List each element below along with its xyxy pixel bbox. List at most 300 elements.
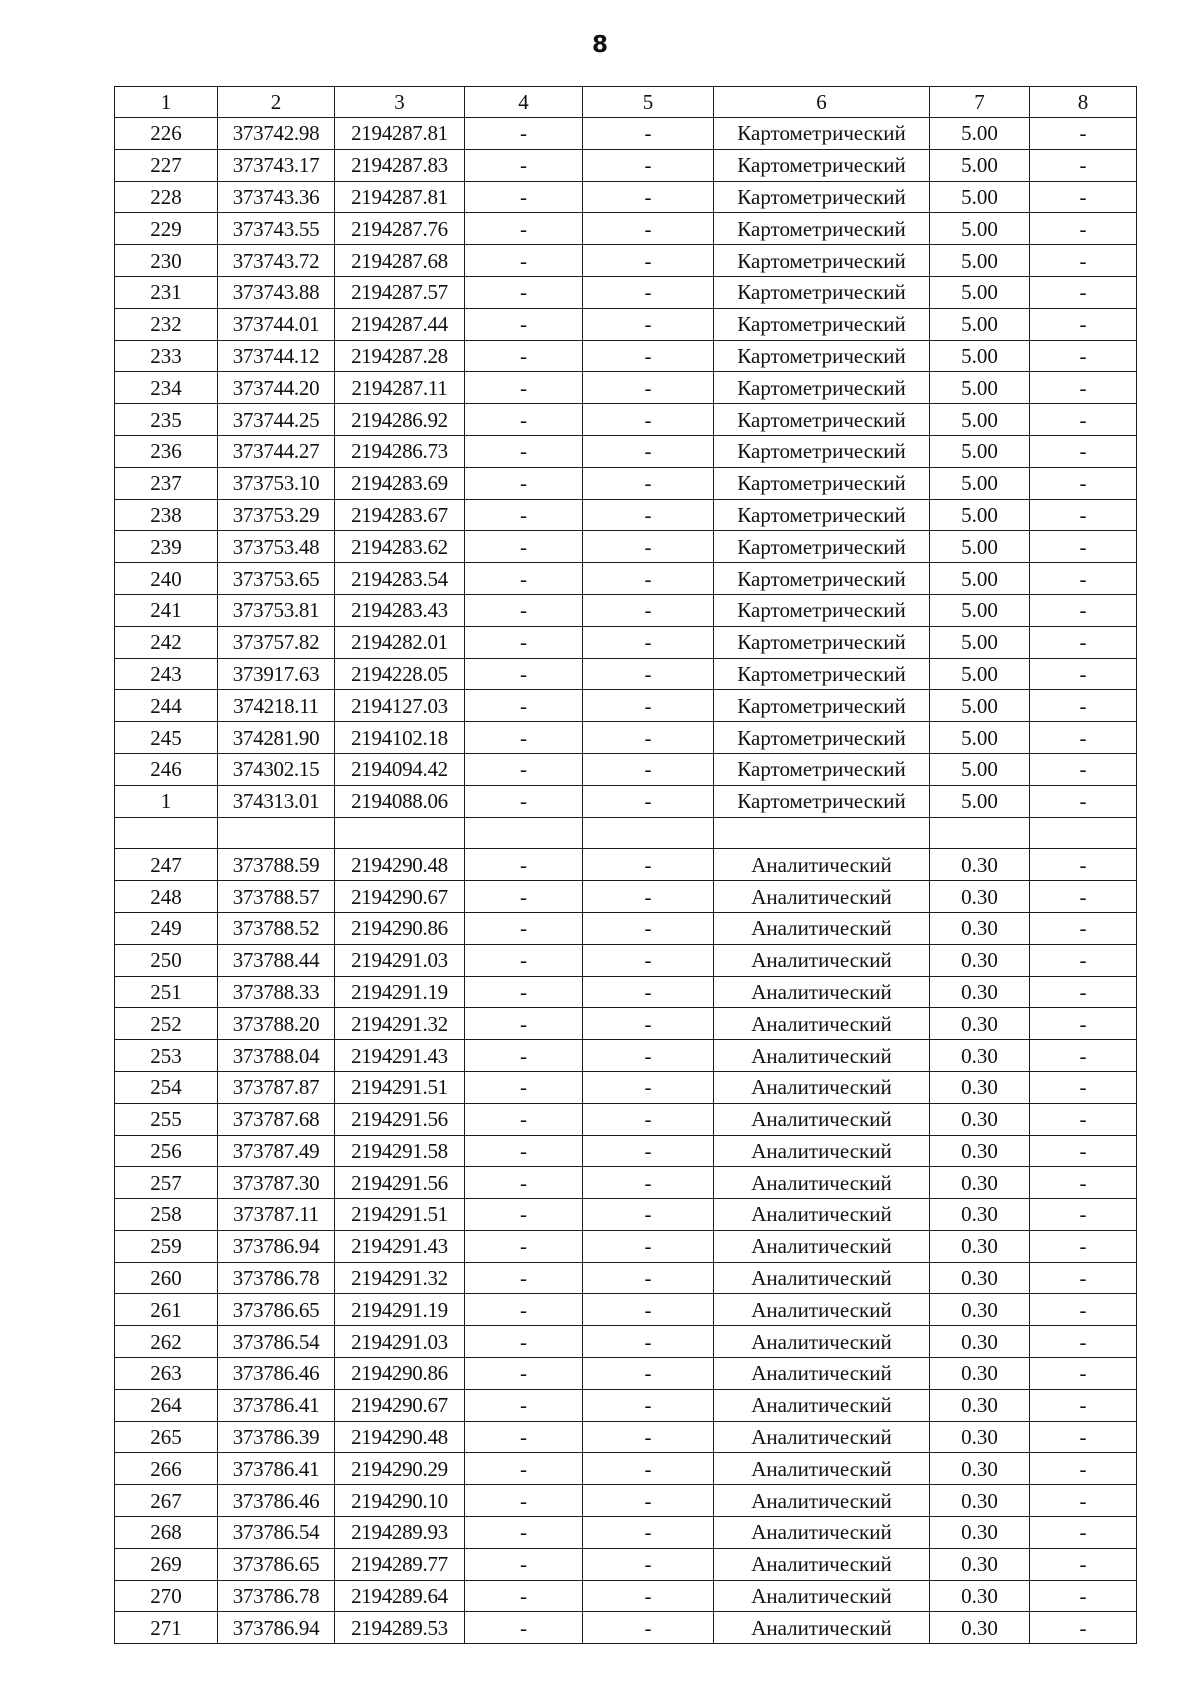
cell-accuracy: 0.30 [930,1358,1030,1390]
cell-coord-y: 2194291.51 [335,1071,465,1103]
cell-point-number: 249 [115,912,218,944]
cell-point-number: 240 [115,563,218,595]
cell-accuracy: 0.30 [930,1135,1030,1167]
cell-coord-x: 373742.98 [218,118,335,150]
cell-method: Аналитический [714,912,930,944]
cell-method: Картометрический [714,563,930,595]
cell-coord-x: 373786.54 [218,1326,335,1358]
cell-col-4: - [465,1294,583,1326]
table-row [115,149,1137,181]
cell-method: Картометрический [714,499,930,531]
cell-col-4: - [465,1485,583,1517]
cell-col-5: - [583,435,714,467]
cell-accuracy: 0.30 [930,1230,1030,1262]
cell-col-8: - [1030,467,1137,499]
cell-col-5: - [583,1008,714,1040]
cell-accuracy: 5.00 [930,753,1030,785]
cell-col-5: - [583,499,714,531]
cell-coord-x: 373744.01 [218,308,335,340]
cell-col-8: - [1030,1103,1137,1135]
cell-method: Аналитический [714,1040,930,1072]
cell-col-5: - [583,881,714,913]
cell-coord-x: 373786.41 [218,1453,335,1485]
cell-method: Картометрический [714,404,930,436]
cell-col-8: - [1030,404,1137,436]
cell-accuracy: 5.00 [930,690,1030,722]
cell-col-4: - [465,467,583,499]
cell-coord-y: 2194290.10 [335,1485,465,1517]
cell-col-5: - [583,1485,714,1517]
cell-method: Картометрический [714,467,930,499]
cell-col-4: - [465,1548,583,1580]
table-row [115,1230,1137,1262]
table-row [115,1326,1137,1358]
cell-point-number: 262 [115,1326,218,1358]
cell-coord-y: 2194290.86 [335,912,465,944]
cell-method: Аналитический [714,1199,930,1231]
cell-col-5: - [583,149,714,181]
cell-coord-y: 2194289.64 [335,1580,465,1612]
cell-accuracy: 5.00 [930,785,1030,817]
cell-col-4: - [465,1167,583,1199]
cell-col-5: - [583,785,714,817]
cell-col-5: - [583,658,714,690]
cell-point-number: 271 [115,1612,218,1644]
cell-col-4: - [465,340,583,372]
cell-col-4: - [465,276,583,308]
cell-point-number: 246 [115,753,218,785]
cell-col-8: - [1030,1167,1137,1199]
cell-method: Аналитический [714,1071,930,1103]
cell-accuracy: 0.30 [930,976,1030,1008]
cell-col-4: - [465,1199,583,1231]
cell-coord-x: 373787.30 [218,1167,335,1199]
cell-col-5: - [583,276,714,308]
cell-col-4: - [465,594,583,626]
cell-col-5: - [583,1580,714,1612]
cell-point-number: 234 [115,372,218,404]
cell-coord-x: 373743.55 [218,213,335,245]
cell-method: Аналитический [714,1167,930,1199]
cell-coord-x: 374218.11 [218,690,335,722]
cell-coord-y: 2194291.56 [335,1103,465,1135]
column-header-1: 1 [115,87,218,118]
cell-coord-y: 2194287.11 [335,372,465,404]
cell-col-4: - [465,849,583,881]
cell-coord-y [335,817,465,849]
table-row [115,1167,1137,1199]
cell-point-number: 232 [115,308,218,340]
cell-coord-y: 2194291.43 [335,1040,465,1072]
cell-method: Аналитический [714,1326,930,1358]
cell-col-8: - [1030,1326,1137,1358]
cell-col-8: - [1030,785,1137,817]
table-row [115,1199,1137,1231]
cell-accuracy: 5.00 [930,404,1030,436]
cell-col-8: - [1030,1358,1137,1390]
cell-coord-y: 2194290.29 [335,1453,465,1485]
cell-coord-y: 2194102.18 [335,722,465,754]
cell-coord-y: 2194291.32 [335,1262,465,1294]
cell-col-5 [583,817,714,849]
cell-accuracy: 0.30 [930,1167,1030,1199]
cell-col-8: - [1030,944,1137,976]
cell-col-4: - [465,1071,583,1103]
cell-method: Картометрический [714,722,930,754]
cell-accuracy: 5.00 [930,626,1030,658]
cell-col-4: - [465,435,583,467]
cell-point-number [115,817,218,849]
cell-point-number: 244 [115,690,218,722]
cell-col-4: - [465,1421,583,1453]
cell-accuracy [930,817,1030,849]
cell-col-8: - [1030,753,1137,785]
cell-col-8: - [1030,1517,1137,1549]
cell-method: Картометрический [714,276,930,308]
table-row [115,372,1137,404]
cell-col-4: - [465,308,583,340]
cell-point-number: 257 [115,1167,218,1199]
table-row [115,308,1137,340]
cell-accuracy: 0.30 [930,1199,1030,1231]
cell-point-number: 245 [115,722,218,754]
cell-coord-y: 2194287.57 [335,276,465,308]
cell-coord-y: 2194291.03 [335,944,465,976]
table-row [115,594,1137,626]
cell-col-4: - [465,1262,583,1294]
cell-col-4 [465,817,583,849]
cell-col-4: - [465,626,583,658]
cell-col-5: - [583,563,714,595]
cell-coord-x: 373788.04 [218,1040,335,1072]
cell-col-8: - [1030,594,1137,626]
cell-col-8: - [1030,276,1137,308]
table-row [115,1485,1137,1517]
cell-col-5: - [583,372,714,404]
cell-coord-y: 2194291.51 [335,1199,465,1231]
cell-accuracy: 5.00 [930,308,1030,340]
cell-coord-x: 373757.82 [218,626,335,658]
cell-accuracy: 5.00 [930,372,1030,404]
column-header-7: 7 [930,87,1030,118]
cell-accuracy: 5.00 [930,722,1030,754]
cell-accuracy: 5.00 [930,499,1030,531]
cell-point-number: 233 [115,340,218,372]
cell-col-4: - [465,531,583,563]
cell-accuracy: 0.30 [930,1103,1030,1135]
cell-col-8: - [1030,626,1137,658]
cell-point-number: 254 [115,1071,218,1103]
cell-point-number: 226 [115,118,218,150]
cell-point-number: 269 [115,1548,218,1580]
cell-method: Картометрический [714,785,930,817]
cell-method: Картометрический [714,118,930,150]
cell-col-4: - [465,976,583,1008]
cell-coord-x: 373786.54 [218,1517,335,1549]
cell-point-number: 1 [115,785,218,817]
cell-col-4: - [465,1040,583,1072]
table-row [115,1453,1137,1485]
cell-coord-y: 2194289.93 [335,1517,465,1549]
cell-method: Аналитический [714,1358,930,1390]
cell-col-5: - [583,1453,714,1485]
cell-col-5: - [583,1612,714,1644]
cell-accuracy: 0.30 [930,1326,1030,1358]
cell-coord-y: 2194291.32 [335,1008,465,1040]
cell-coord-x: 373753.10 [218,467,335,499]
cell-point-number: 229 [115,213,218,245]
cell-col-4: - [465,1612,583,1644]
cell-coord-y: 2194088.06 [335,785,465,817]
cell-coord-x: 373788.59 [218,849,335,881]
cell-method: Картометрический [714,753,930,785]
table-row [115,1389,1137,1421]
cell-col-5: - [583,467,714,499]
table-row [115,213,1137,245]
cell-col-5: - [583,1389,714,1421]
cell-point-number: 264 [115,1389,218,1421]
cell-col-8: - [1030,690,1137,722]
cell-col-8: - [1030,340,1137,372]
cell-coord-y: 2194291.19 [335,1294,465,1326]
cell-col-8: - [1030,308,1137,340]
cell-point-number: 261 [115,1294,218,1326]
table-row [115,245,1137,277]
cell-accuracy: 0.30 [930,1008,1030,1040]
cell-method: Картометрический [714,594,930,626]
table-row [115,1008,1137,1040]
cell-coord-x: 373744.27 [218,435,335,467]
cell-col-8: - [1030,658,1137,690]
table-row [115,849,1137,881]
cell-method: Аналитический [714,944,930,976]
cell-coord-x: 373743.36 [218,181,335,213]
table-row [115,912,1137,944]
cell-accuracy: 5.00 [930,213,1030,245]
cell-col-4: - [465,1008,583,1040]
cell-coord-x: 373753.29 [218,499,335,531]
cell-col-4: - [465,1358,583,1390]
cell-method: Картометрический [714,213,930,245]
cell-coord-y: 2194290.67 [335,1389,465,1421]
cell-point-number: 242 [115,626,218,658]
table-row [115,404,1137,436]
cell-accuracy: 0.30 [930,1612,1030,1644]
cell-col-4: - [465,372,583,404]
cell-col-5: - [583,753,714,785]
cell-col-5: - [583,722,714,754]
cell-point-number: 250 [115,944,218,976]
cell-col-4: - [465,1453,583,1485]
cell-col-5: - [583,1230,714,1262]
cell-coord-x: 373786.39 [218,1421,335,1453]
cell-col-5: - [583,245,714,277]
cell-point-number: 237 [115,467,218,499]
cell-col-4: - [465,912,583,944]
cell-coord-x: 373786.94 [218,1612,335,1644]
cell-coord-x: 373786.65 [218,1294,335,1326]
cell-col-4: - [465,690,583,722]
cell-col-4: - [465,944,583,976]
cell-coord-x: 373788.57 [218,881,335,913]
table-row [115,435,1137,467]
cell-col-4: - [465,118,583,150]
cell-coord-y: 2194290.67 [335,881,465,913]
cell-method: Аналитический [714,1517,930,1549]
cell-col-8: - [1030,849,1137,881]
cell-accuracy: 0.30 [930,1294,1030,1326]
cell-col-8: - [1030,1135,1137,1167]
cell-point-number: 238 [115,499,218,531]
cell-coord-y: 2194286.73 [335,435,465,467]
cell-accuracy: 0.30 [930,1262,1030,1294]
cell-accuracy: 5.00 [930,594,1030,626]
cell-method: Аналитический [714,1294,930,1326]
cell-accuracy: 0.30 [930,1485,1030,1517]
table-row [115,690,1137,722]
cell-method: Аналитический [714,881,930,913]
table-row [115,1612,1137,1644]
cell-method: Картометрический [714,245,930,277]
cell-method: Картометрический [714,690,930,722]
cell-col-5: - [583,1294,714,1326]
cell-coord-x: 373787.11 [218,1199,335,1231]
cell-col-4: - [465,1389,583,1421]
cell-col-8: - [1030,722,1137,754]
cell-col-5: - [583,308,714,340]
cell-col-8: - [1030,1389,1137,1421]
cell-coord-x: 373788.20 [218,1008,335,1040]
cell-coord-y: 2194289.53 [335,1612,465,1644]
cell-accuracy: 5.00 [930,658,1030,690]
cell-accuracy: 0.30 [930,1580,1030,1612]
cell-col-5: - [583,1167,714,1199]
cell-coord-y: 2194287.76 [335,213,465,245]
cell-method: Картометрический [714,658,930,690]
cell-col-5: - [583,1326,714,1358]
table-row [115,817,1137,849]
cell-col-5: - [583,1358,714,1390]
cell-col-8: - [1030,1548,1137,1580]
cell-accuracy: 5.00 [930,467,1030,499]
cell-point-number: 251 [115,976,218,1008]
cell-point-number: 241 [115,594,218,626]
column-header-8: 8 [1030,87,1137,118]
cell-point-number: 236 [115,435,218,467]
cell-col-8: - [1030,1230,1137,1262]
cell-coord-y: 2194282.01 [335,626,465,658]
cell-accuracy: 5.00 [930,531,1030,563]
cell-coord-x: 373786.94 [218,1230,335,1262]
cell-coord-x: 373788.52 [218,912,335,944]
cell-col-8: - [1030,118,1137,150]
cell-col-5: - [583,626,714,658]
cell-col-4: - [465,245,583,277]
table-row [115,499,1137,531]
cell-point-number: 263 [115,1358,218,1390]
column-header-2: 2 [218,87,335,118]
cell-coord-x: 373788.33 [218,976,335,1008]
cell-accuracy: 0.30 [930,1040,1030,1072]
table-row [115,118,1137,150]
table-row [115,1262,1137,1294]
cell-point-number: 247 [115,849,218,881]
table-row [115,976,1137,1008]
cell-accuracy: 5.00 [930,181,1030,213]
cell-coord-y: 2194289.77 [335,1548,465,1580]
cell-accuracy: 5.00 [930,276,1030,308]
table-row [115,1103,1137,1135]
cell-accuracy: 0.30 [930,1453,1030,1485]
cell-col-4: - [465,1135,583,1167]
cell-col-4: - [465,404,583,436]
table-row [115,340,1137,372]
cell-col-8: - [1030,372,1137,404]
cell-accuracy: 0.30 [930,1548,1030,1580]
table-row [115,1135,1137,1167]
cell-point-number: 260 [115,1262,218,1294]
cell-coord-y: 2194228.05 [335,658,465,690]
cell-col-5: - [583,1135,714,1167]
cell-method: Картометрический [714,149,930,181]
cell-accuracy: 0.30 [930,944,1030,976]
table-row [115,563,1137,595]
table-row [115,944,1137,976]
cell-col-5: - [583,1262,714,1294]
cell-col-5: - [583,849,714,881]
cell-col-5: - [583,340,714,372]
cell-point-number: 230 [115,245,218,277]
cell-method: Картометрический [714,626,930,658]
cell-coord-x: 373788.44 [218,944,335,976]
cell-coord-x: 373753.65 [218,563,335,595]
cell-coord-y: 2194283.43 [335,594,465,626]
cell-point-number: 235 [115,404,218,436]
cell-col-5: - [583,1103,714,1135]
cell-coord-y: 2194287.68 [335,245,465,277]
table-row [115,1040,1137,1072]
cell-coord-y: 2194287.81 [335,118,465,150]
cell-method: Аналитический [714,1230,930,1262]
cell-coord-y: 2194291.03 [335,1326,465,1358]
cell-accuracy: 5.00 [930,435,1030,467]
cell-point-number: 239 [115,531,218,563]
cell-col-5: - [583,1421,714,1453]
cell-coord-x: 373786.46 [218,1358,335,1390]
cell-point-number: 253 [115,1040,218,1072]
cell-accuracy: 5.00 [930,118,1030,150]
cell-method: Картометрический [714,531,930,563]
table-body [115,87,1137,1644]
cell-coord-y: 2194290.86 [335,1358,465,1390]
cell-col-5: - [583,531,714,563]
table-header-row [115,87,1137,118]
cell-col-5: - [583,1548,714,1580]
cell-point-number: 227 [115,149,218,181]
cell-accuracy: 0.30 [930,1421,1030,1453]
table-row [115,1421,1137,1453]
cell-method: Аналитический [714,976,930,1008]
cell-coord-y: 2194127.03 [335,690,465,722]
cell-coord-x: 374281.90 [218,722,335,754]
column-header-3: 3 [335,87,465,118]
cell-method: Аналитический [714,1421,930,1453]
cell-coord-x: 373753.48 [218,531,335,563]
table-row [115,753,1137,785]
column-header-4: 4 [465,87,583,118]
cell-method: Аналитический [714,1580,930,1612]
table-row [115,181,1137,213]
